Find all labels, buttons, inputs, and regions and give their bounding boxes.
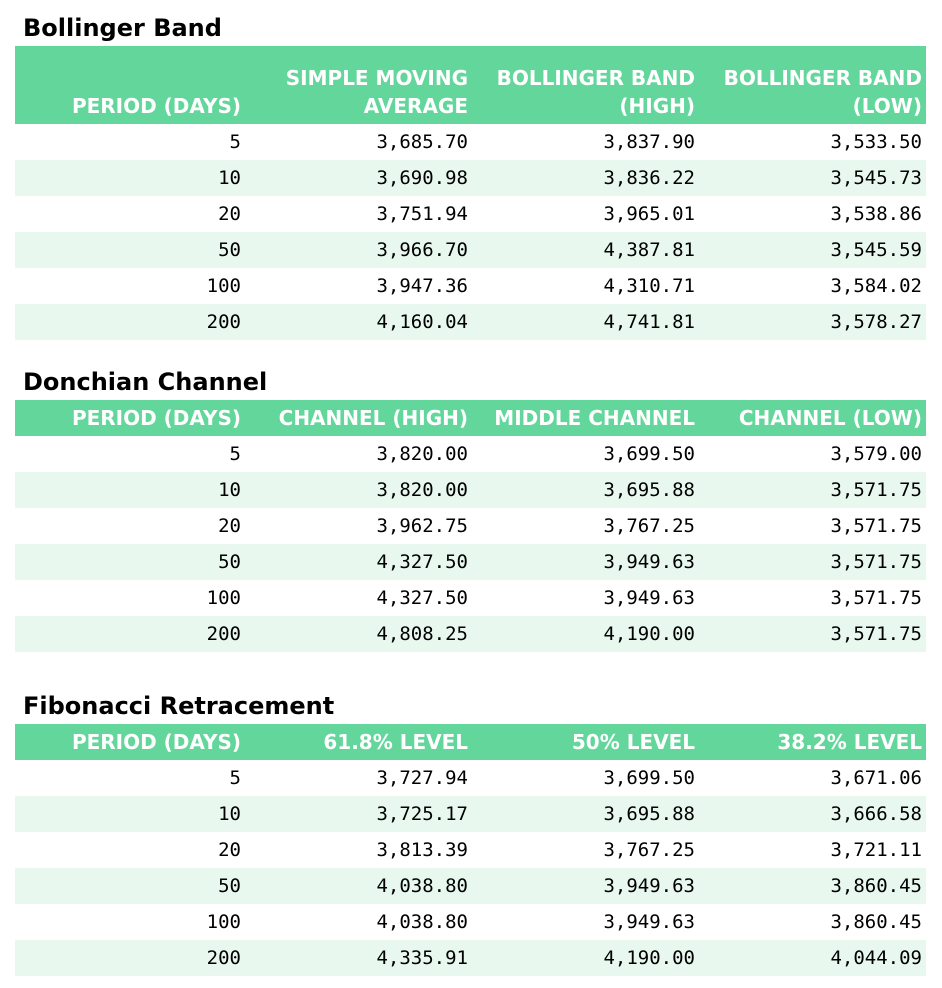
value-cell: 3,571.75 [830, 587, 922, 609]
period-cell: 5 [229, 767, 241, 789]
value-cell: 4,310.71 [603, 275, 695, 297]
period-cell: 200 [206, 947, 241, 969]
value-cell: 3,820.00 [376, 479, 468, 501]
table-row [15, 268, 926, 304]
value-cell: 3,767.25 [603, 839, 695, 861]
column-header [724, 64, 922, 120]
column-header-line: CHANNEL (LOW) [738, 406, 922, 430]
table-row [15, 796, 926, 832]
value-cell: 3,578.27 [830, 311, 922, 333]
column-header-line: PERIOD (DAYS) [71, 730, 241, 754]
bollinger-title: Bollinger Band [23, 14, 222, 42]
value-cell: 3,533.50 [830, 131, 922, 153]
bollinger-header-col-3 [695, 46, 922, 124]
column-header-line: PERIOD (DAYS) [71, 406, 241, 430]
period-cell: 20 [218, 839, 241, 861]
table-row [15, 436, 926, 472]
value-cell: 3,571.75 [830, 551, 922, 573]
bollinger-header-col-0 [15, 46, 241, 124]
value-cell: 3,699.50 [603, 443, 695, 465]
fibonacci-section [15, 690, 926, 980]
column-header [72, 92, 241, 120]
column-header-line: MIDDLE CHANNEL [494, 406, 695, 430]
table-row [15, 868, 926, 904]
fibonacci-header [15, 724, 926, 760]
period-cell: 100 [206, 275, 241, 297]
column-header-line: (HIGH) [619, 94, 695, 118]
table-row [15, 544, 926, 580]
column-header-line: BOLLINGER BAND [496, 66, 695, 90]
column-header-line: 38.2% LEVEL [777, 730, 922, 754]
period-cell: 20 [218, 515, 241, 537]
table-row [15, 904, 926, 940]
table-row [15, 196, 926, 232]
period-cell: 20 [218, 203, 241, 225]
bollinger-header-col-1 [241, 46, 468, 124]
column-header [572, 728, 695, 756]
period-cell: 100 [206, 587, 241, 609]
period-cell: 5 [229, 131, 241, 153]
table-row [15, 832, 926, 868]
table-row [15, 232, 926, 268]
period-cell: 10 [218, 167, 241, 189]
value-cell: 3,820.00 [376, 443, 468, 465]
value-cell: 3,949.63 [603, 551, 695, 573]
value-cell: 4,190.00 [603, 623, 695, 645]
value-cell: 3,725.17 [376, 803, 468, 825]
column-header [286, 64, 468, 120]
value-cell: 3,965.01 [603, 203, 695, 225]
donchian-section [15, 366, 926, 656]
period-cell: 50 [218, 239, 241, 261]
column-header-line: (LOW) [852, 94, 922, 118]
period-cell: 200 [206, 311, 241, 333]
column-header [72, 728, 241, 756]
table-row [15, 508, 926, 544]
value-cell: 4,160.04 [376, 311, 468, 333]
fibonacci-title: Fibonacci Retracement [23, 692, 335, 720]
column-header-line: SIMPLE MOVING [285, 66, 468, 90]
value-cell: 3,949.63 [603, 911, 695, 933]
value-cell: 3,685.70 [376, 131, 468, 153]
column-header [494, 404, 695, 432]
column-header-line: PERIOD (DAYS) [71, 94, 241, 118]
value-cell: 3,949.63 [603, 875, 695, 897]
column-header [323, 728, 468, 756]
column-header-line: 50% LEVEL [571, 730, 695, 754]
value-cell: 3,860.45 [830, 875, 922, 897]
table-row [15, 760, 926, 796]
value-cell: 4,741.81 [603, 311, 695, 333]
value-cell: 4,327.50 [376, 587, 468, 609]
value-cell: 4,190.00 [603, 947, 695, 969]
table-row [15, 616, 926, 652]
column-header-line: CHANNEL (HIGH) [278, 406, 468, 430]
column-header-line: BOLLINGER BAND [723, 66, 922, 90]
value-cell: 3,767.25 [603, 515, 695, 537]
value-cell: 3,949.63 [603, 587, 695, 609]
donchian-header-col-0 [15, 400, 241, 436]
period-cell: 5 [229, 443, 241, 465]
table-row [15, 304, 926, 340]
value-cell: 3,571.75 [830, 479, 922, 501]
table-row [15, 472, 926, 508]
period-cell: 10 [218, 479, 241, 501]
fibonacci-header-col-3 [695, 724, 922, 760]
fibonacci-header-col-1 [241, 724, 468, 760]
period-cell: 50 [218, 875, 241, 897]
value-cell: 4,044.09 [830, 947, 922, 969]
value-cell: 3,727.94 [376, 767, 468, 789]
value-cell: 3,813.39 [376, 839, 468, 861]
value-cell: 3,538.86 [830, 203, 922, 225]
value-cell: 3,571.75 [830, 515, 922, 537]
column-header [279, 404, 468, 432]
column-header [777, 728, 922, 756]
column-header-line: 61.8% LEVEL [323, 730, 468, 754]
value-cell: 4,387.81 [603, 239, 695, 261]
fibonacci-table [15, 724, 926, 976]
donchian-table [15, 400, 926, 652]
value-cell: 3,837.90 [603, 131, 695, 153]
donchian-title: Donchian Channel [23, 368, 268, 396]
value-cell: 3,666.58 [830, 803, 922, 825]
bollinger-header-col-2 [468, 46, 695, 124]
value-cell: 3,721.11 [830, 839, 922, 861]
fibonacci-header-col-0 [15, 724, 241, 760]
value-cell: 3,584.02 [830, 275, 922, 297]
value-cell: 4,335.91 [376, 947, 468, 969]
fibonacci-header-col-2 [468, 724, 695, 760]
table-row [15, 580, 926, 616]
period-cell: 10 [218, 803, 241, 825]
value-cell: 3,695.88 [603, 479, 695, 501]
donchian-header-col-3 [695, 400, 922, 436]
bollinger-header [15, 46, 926, 124]
value-cell: 3,947.36 [376, 275, 468, 297]
value-cell: 3,699.50 [603, 767, 695, 789]
period-cell: 100 [206, 911, 241, 933]
bollinger-table [15, 46, 926, 340]
value-cell: 3,579.00 [830, 443, 922, 465]
column-header [72, 404, 241, 432]
value-cell: 4,038.80 [376, 911, 468, 933]
donchian-header [15, 400, 926, 436]
period-cell: 200 [206, 623, 241, 645]
value-cell: 3,690.98 [376, 167, 468, 189]
value-cell: 4,038.80 [376, 875, 468, 897]
value-cell: 3,695.88 [603, 803, 695, 825]
column-header [497, 64, 695, 120]
column-header-line: AVERAGE [363, 94, 468, 118]
value-cell: 3,671.06 [830, 767, 922, 789]
value-cell: 3,966.70 [376, 239, 468, 261]
value-cell: 3,836.22 [603, 167, 695, 189]
value-cell: 3,545.59 [830, 239, 922, 261]
column-header [739, 404, 922, 432]
value-cell: 4,808.25 [376, 623, 468, 645]
table-row [15, 124, 926, 160]
value-cell: 3,545.73 [830, 167, 922, 189]
value-cell: 3,751.94 [376, 203, 468, 225]
value-cell: 3,860.45 [830, 911, 922, 933]
table-row [15, 940, 926, 976]
value-cell: 3,962.75 [376, 515, 468, 537]
donchian-header-col-2 [468, 400, 695, 436]
donchian-header-col-1 [241, 400, 468, 436]
value-cell: 4,327.50 [376, 551, 468, 573]
value-cell: 3,571.75 [830, 623, 922, 645]
table-row [15, 160, 926, 196]
bollinger-section [15, 12, 926, 333]
period-cell: 50 [218, 551, 241, 573]
